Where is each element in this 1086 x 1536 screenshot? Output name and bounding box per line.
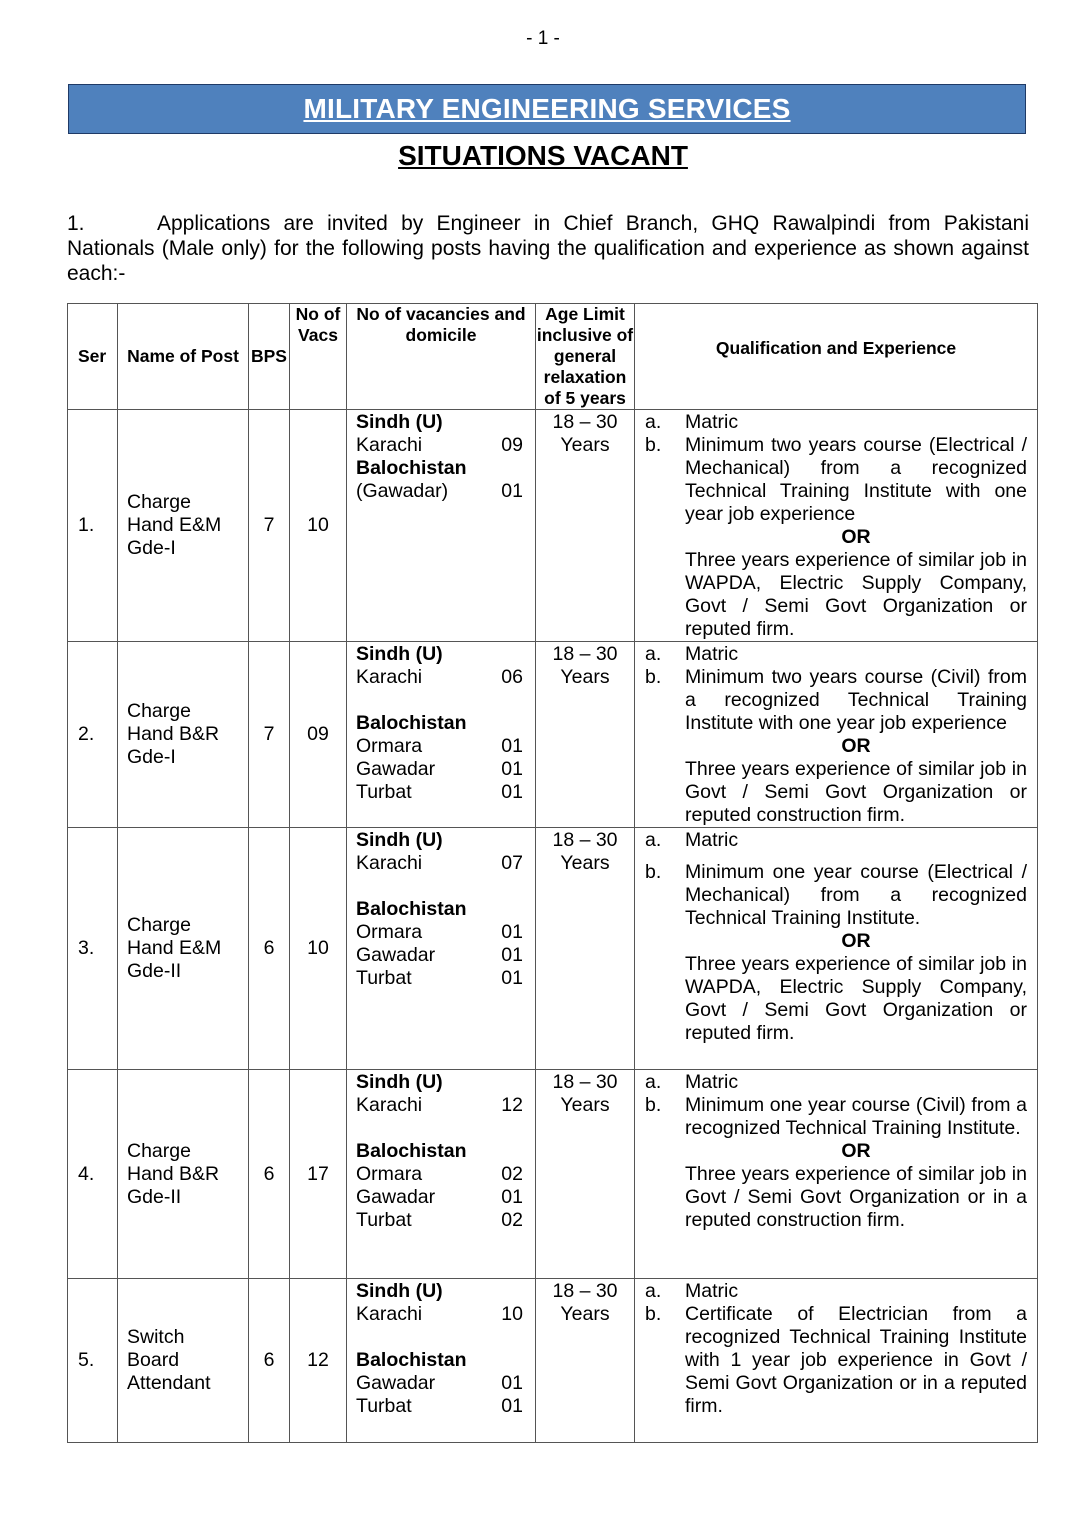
cell-post: Charge Hand E&M Gde-I [118, 410, 249, 642]
alternative-experience: Three years experience of similar job in Govt / Semi Govt Organization or reputed construction firm. [685, 758, 1027, 826]
qualification-b: b. Minimum two years course (Electrical / Mechanical) from a recognized Technical Training Institute with one year job experience [645, 434, 1027, 525]
cell-ser: 2. [68, 642, 118, 828]
alternative-experience: Three years experience of similar job in WAPDA, Electric Supply Company, Govt / Semi Govt Organization or reputed firm. [685, 549, 1027, 640]
qualification-b: b. Minimum one year course (Electrical / Mechanical) from a recognized Technical Training Institute. [645, 861, 1027, 929]
cell-qualification [635, 1279, 1038, 1443]
cell-post: Charge Hand E&M Gde-II [118, 828, 249, 1070]
cell-post: Charge Hand B&R Gde-I [118, 642, 249, 828]
domicile-line: Karachi 06 [356, 666, 523, 688]
cell-vacs: 09 [290, 642, 347, 828]
or-separator: OR [841, 735, 871, 757]
balochistan-label: Balochistan [356, 1140, 467, 1162]
cell-vacs: 17 [290, 1070, 347, 1279]
qualification-b: b. Minimum two years course (Civil) from a recognized Technical Training Institute with one year job experience [645, 666, 1027, 734]
or-separator: OR [841, 1140, 871, 1162]
table-row [68, 1279, 1038, 1443]
domicile-line: Karachi 10 [356, 1303, 523, 1325]
cell-qualification [635, 1070, 1038, 1279]
intro-paragraph [67, 211, 1029, 286]
qualification-a: a. Matric [645, 411, 739, 433]
or-separator: OR [841, 930, 871, 952]
domicile-line: Karachi 09 [356, 434, 523, 456]
cell-domicile [347, 642, 536, 828]
cell-vacs: 10 [290, 410, 347, 642]
cell-age: 18 – 30 Years [536, 1070, 635, 1279]
qualification-a: a. Matric [645, 1280, 739, 1302]
qualification-b: b. Certificate of Electrician from a recognized Technical Training Institute with 1 year job experience in Govt / Semi Govt Organization or in a reputed firm. [645, 1303, 1027, 1417]
cell-bps: 7 [249, 642, 290, 828]
banner [68, 84, 1026, 134]
domicile-line: Turbat 02 [356, 1209, 523, 1231]
qualification-a: a. Matric [645, 1071, 739, 1093]
sindh-label: Sindh (U) [356, 1280, 443, 1302]
cell-age: 18 – 30 Years [536, 828, 635, 1070]
cell-bps: 6 [249, 1070, 290, 1279]
qualification-b: b. Minimum one year course (Civil) from a recognized Technical Training Institute. [645, 1094, 1027, 1139]
cell-post: Switch Board Attendant [118, 1279, 249, 1443]
domicile-line: Gawadar 01 [356, 1372, 523, 1394]
cell-vacs: 10 [290, 828, 347, 1070]
domicile-line: Turbat 01 [356, 1395, 523, 1417]
table-row [68, 410, 1038, 642]
or-separator: OR [841, 526, 871, 548]
header-qualification: Qualification and Experience [635, 304, 1038, 410]
header-post: Name of Post [118, 304, 249, 410]
cell-domicile [347, 828, 536, 1070]
cell-ser: 1. [68, 410, 118, 642]
domicile-line: Gawadar 01 [356, 944, 523, 966]
domicile-line: Ormara 01 [356, 735, 523, 757]
header-domicile: No of vacancies and domicile [347, 304, 536, 410]
domicile-line: Karachi 12 [356, 1094, 523, 1116]
cell-bps: 7 [249, 410, 290, 642]
domicile-line: (Gawadar) 01 [356, 480, 523, 502]
cell-age: 18 – 30 Years [536, 1279, 635, 1443]
cell-vacs: 12 [290, 1279, 347, 1443]
domicile-line: Turbat 01 [356, 781, 523, 803]
domicile-line: Turbat 01 [356, 967, 523, 989]
balochistan-label: Balochistan [356, 712, 467, 734]
sindh-label: Sindh (U) [356, 643, 443, 665]
cell-qualification [635, 642, 1038, 828]
balochistan-label: Balochistan [356, 898, 467, 920]
cell-post: Charge Hand B&R Gde-II [118, 1070, 249, 1279]
cell-ser: 4. [68, 1070, 118, 1279]
domicile-line: Karachi 07 [356, 852, 523, 874]
cell-bps: 6 [249, 828, 290, 1070]
cell-qualification [635, 828, 1038, 1070]
header-bps: BPS [249, 304, 290, 410]
balochistan-label: Balochistan [356, 457, 467, 479]
cell-domicile [347, 410, 536, 642]
qualification-a: a. Matric [645, 829, 739, 851]
qualification-a: a. Matric [645, 643, 739, 665]
table-row [68, 828, 1038, 1070]
balochistan-label: Balochistan [356, 1349, 467, 1371]
sindh-label: Sindh (U) [356, 411, 443, 433]
sindh-label: Sindh (U) [356, 829, 443, 851]
cell-ser: 5. [68, 1279, 118, 1443]
domicile-line: Gawadar 01 [356, 758, 523, 780]
cell-age: 18 – 30 Years [536, 410, 635, 642]
header-ser: Ser [68, 304, 118, 410]
vacancy-table [67, 303, 1038, 1443]
banner-title: MILITARY ENGINEERING SERVICES [303, 93, 791, 124]
intro-text: Applications are invited by Engineer in Chief Branch, GHQ Rawalpindi from Pakistani Nationals (Male only) for the following posts having the qualification and experience as shown against each:- [67, 212, 1029, 285]
cell-domicile [347, 1070, 536, 1279]
table-row [68, 1070, 1038, 1279]
alternative-experience: Three years experience of similar job in Govt / Semi Govt Organization or in a reputed construction firm. [685, 1163, 1027, 1231]
domicile-line: Ormara 01 [356, 921, 523, 943]
intro-number: 1. [67, 212, 85, 235]
table-row [68, 642, 1038, 828]
page-number: - 1 - [526, 28, 560, 49]
cell-domicile [347, 1279, 536, 1443]
domicile-line: Ormara 02 [356, 1163, 523, 1185]
cell-bps: 6 [249, 1279, 290, 1443]
cell-age: 18 – 30 Years [536, 642, 635, 828]
header-age: Age Limit inclusive of general relaxation of 5 years [536, 304, 634, 408]
alternative-experience: Three years experience of similar job in WAPDA, Electric Supply Company, Govt / Semi Govt Organization or reputed firm. [685, 953, 1027, 1044]
header-vacs: No of Vacs [290, 304, 347, 410]
domicile-line: Gawadar 01 [356, 1186, 523, 1208]
cell-qualification [635, 410, 1038, 642]
sindh-label: Sindh (U) [356, 1071, 443, 1093]
page-subtitle: SITUATIONS VACANT [398, 140, 688, 171]
cell-ser: 3. [68, 828, 118, 1070]
